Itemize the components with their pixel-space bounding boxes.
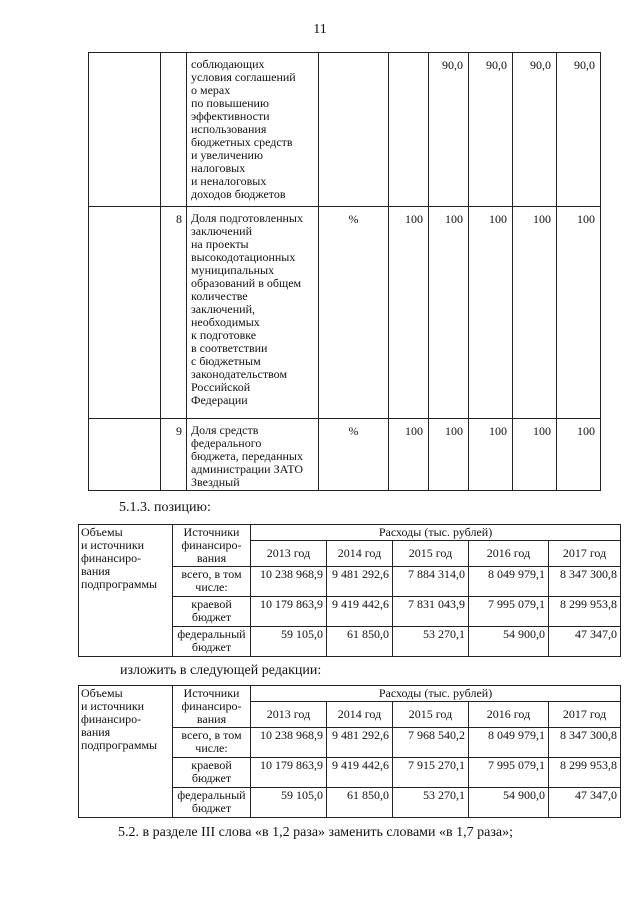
text-line: в соответствии [191,341,268,355]
indicator-text [187,53,319,207]
text-line: соблюдающих [191,57,265,71]
indicator-value: 100 [389,419,429,491]
year-header: 2015 год [393,541,469,567]
year-header: 2016 год [469,541,549,567]
text-line: финансиро- [181,538,242,552]
financing-value: 8 347 300,8 [549,728,621,758]
indicator-number: 8 [161,207,187,419]
financing-value: 54 900,0 [469,627,549,657]
text-line: краевой [191,758,232,772]
text-line: бюджет [191,801,232,815]
indicator-text [187,207,319,419]
financing-table-old [78,524,621,657]
financing-value: 7 915 270,1 [393,758,469,788]
indicator-value: 100 [429,419,469,491]
text-line: условия соглашений [191,70,296,84]
text-line: финансиро- [181,699,242,713]
financing-value: 9 419 442,6 [327,597,393,627]
indicator-blank-cell [89,207,161,419]
program-label [79,686,173,818]
financing-value: 61 850,0 [327,788,393,818]
indicator-unit: % [319,419,389,491]
text-line: Доля средств [191,423,259,437]
header-row [79,686,621,702]
financing-value: 7 995 079,1 [469,758,549,788]
source-name [173,567,251,597]
text-line: финансиро- [81,551,142,565]
source-name [173,597,251,627]
text-line: бюджетных средств [191,135,293,149]
financing-value: 10 238 968,9 [251,567,327,597]
page-number: 11 [313,22,327,37]
indicator-value: 90,0 [513,53,557,207]
text-line: муниципальных [191,263,275,277]
financing-value: 54 900,0 [469,788,549,818]
source-name [173,728,251,758]
year-header: 2014 год [327,702,393,728]
text-line: краевой [191,597,232,611]
financing-value: 10 238 968,9 [251,728,327,758]
source-header [173,686,251,728]
text-line: Федерации [191,393,248,407]
financing-value: 59 105,0 [251,627,327,657]
text-line: и увеличению [191,148,263,162]
text-line: вания [81,725,111,739]
text-line: Российской [191,380,251,394]
text-line: федеральный [177,627,246,641]
source-header [173,525,251,567]
source-name [173,788,251,818]
source-name [173,758,251,788]
text-line: о мерах [191,83,231,97]
text-line: Объемы [81,686,123,700]
financing-value: 8 049 979,1 [469,728,549,758]
text-line: всего, в том [181,728,242,742]
financing-value: 8 299 953,8 [549,597,621,627]
text-line: бюджет [191,640,232,654]
financing-value: 10 179 863,9 [251,597,327,627]
indicator-value: 90,0 [469,53,513,207]
text-line: необходимых [191,315,260,329]
text-line: по повышению [191,96,269,110]
indicators-table [88,52,601,491]
expenses-header: Расходы (тыс. рублей) [251,686,621,702]
text-line: использования [191,122,267,136]
text-line: бюджета, переданных [191,449,303,463]
financing-value: 47 347,0 [549,627,621,657]
text-line: Объемы [81,525,123,539]
text-line: количестве [191,289,248,303]
text-line: всего, в том [181,567,242,581]
financing-value: 8 347 300,8 [549,567,621,597]
financing-value: 9 481 292,6 [327,567,393,597]
financing-value: 47 347,0 [549,788,621,818]
text-line: на проекты [191,237,249,251]
year-header: 2016 год [469,702,549,728]
indicator-value: 100 [557,207,601,419]
indicator-text [187,419,319,491]
text-line: и неналоговых [191,174,267,188]
indicator-number [161,53,187,207]
financing-value: 8 049 979,1 [469,567,549,597]
financing-table-new [78,685,621,818]
indicator-value: 100 [429,207,469,419]
text-line: вания [196,712,227,726]
financing-value: 7 831 043,9 [393,597,469,627]
paragraph-5-1-3: 5.1.3. позицию: [119,500,211,515]
text-line: числе: [195,580,228,594]
indicator-number: 9 [161,419,187,491]
text-line: вания [81,564,111,578]
financing-value: 9 481 292,6 [327,728,393,758]
text-line: законодательством [191,367,288,381]
text-line: администрации ЗАТО [191,462,304,476]
text-line: Доля подготовленных [191,211,303,225]
text-line: к подготовке [191,328,257,342]
text-line: федеральный [177,788,246,802]
indicator-value: 100 [513,419,557,491]
indicator-row [89,207,601,419]
financing-value: 9 419 442,6 [327,758,393,788]
header-row [79,525,621,541]
indicator-unit [319,53,389,207]
text-line: и источники [81,699,145,713]
indicator-value: 100 [513,207,557,419]
text-line: Источники [183,525,240,539]
indicator-blank-cell [89,419,161,491]
text-line: финансиро- [81,712,142,726]
financing-value: 7 995 079,1 [469,597,549,627]
financing-value: 53 270,1 [393,627,469,657]
financing-value: 59 105,0 [251,788,327,818]
indicator-value: 90,0 [557,53,601,207]
text-line: Источники [183,686,240,700]
indicator-row [89,419,601,491]
text-line: подпрограммы [81,738,158,752]
expenses-header: Расходы (тыс. рублей) [251,525,621,541]
source-name [173,627,251,657]
indicator-value: 100 [469,419,513,491]
year-header: 2015 год [393,702,469,728]
text-line: вания [196,551,227,565]
financing-value: 7 968 540,2 [393,728,469,758]
text-line: федерального [191,436,262,450]
text-line: Звездный [191,475,240,489]
text-line: заключений [191,224,253,238]
indicator-blank-cell [89,53,161,207]
indicator-value [389,53,429,207]
paragraph-replace: изложить в следующей редакции: [120,663,322,678]
text-line: эффективности [191,109,270,123]
text-line: доходов бюджетов [191,187,286,201]
text-line: числе: [195,741,228,755]
financing-value: 61 850,0 [327,627,393,657]
year-header: 2013 год [251,702,327,728]
indicator-unit: % [319,207,389,419]
indicators-body [89,53,601,491]
indicator-value: 100 [469,207,513,419]
financing-value: 10 179 863,9 [251,758,327,788]
text-line: подпрограммы [81,577,158,591]
year-header: 2017 год [549,702,621,728]
text-line: налоговых [191,161,246,175]
text-line: высокодотационных [191,250,296,264]
text-line: с бюджетным [191,354,261,368]
indicator-value: 90,0 [429,53,469,207]
financing-value: 53 270,1 [393,788,469,818]
year-header: 2013 год [251,541,327,567]
text-line: и источники [81,538,145,552]
financing-value: 8 299 953,8 [549,758,621,788]
indicator-row [89,53,601,207]
year-header: 2017 год [549,541,621,567]
indicator-value: 100 [557,419,601,491]
program-label [79,525,173,657]
text-line: образований в общем [191,276,302,290]
financing-value: 7 884 314,0 [393,567,469,597]
text-line: бюджет [191,610,232,624]
indicator-value: 100 [389,207,429,419]
text-line: бюджет [191,771,232,785]
text-line: заключений, [191,302,256,316]
paragraph-5-2: 5.2. в разделе III слова «в 1,2 раза» заменить словами «в 1,7 раза»; [118,825,513,840]
year-header: 2014 год [327,541,393,567]
